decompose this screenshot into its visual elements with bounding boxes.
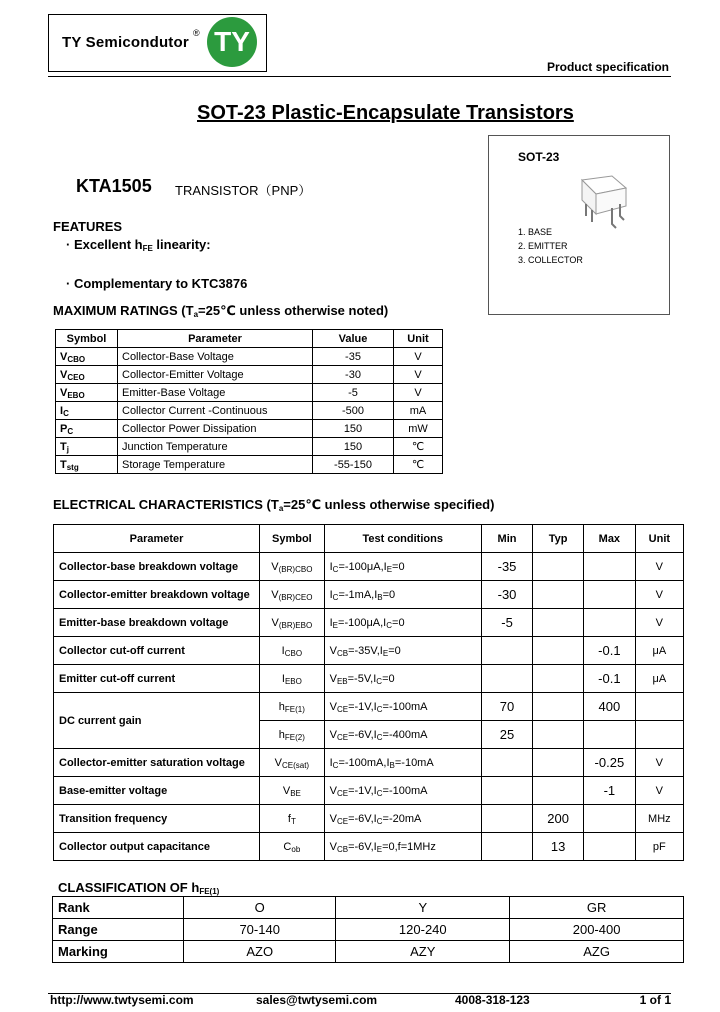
typ-cell — [533, 721, 584, 749]
table-row — [53, 919, 684, 941]
company-name: TY Semicondutor — [62, 34, 189, 51]
symbol-cell: $V_{(BR)CBO}$ — [260, 553, 325, 581]
row-label: Marking — [53, 941, 184, 963]
footer-page-number: 1 of 1 — [639, 993, 671, 1007]
classification-cell: 70-140 — [184, 919, 336, 941]
value-cell: -30 — [313, 366, 394, 384]
part-description: TRANSISTOR（PNP） — [175, 183, 312, 198]
condition-cell: $V_{EB}=-5V,I_C=0$ — [324, 665, 481, 693]
symbol-cell: $V_{CEO}$ — [56, 366, 118, 384]
typ-cell — [533, 553, 584, 581]
unit-cell: V — [394, 366, 443, 384]
max-cell — [584, 805, 636, 833]
features-heading: FEATURES — [53, 219, 123, 234]
column-header: Unit — [635, 525, 683, 553]
condition-cell: $I_C=-1mA,I_B=0$ — [324, 581, 481, 609]
symbol-cell: $f_T$ — [260, 805, 325, 833]
unit-cell: μA — [635, 665, 683, 693]
parameter-cell: Collector-Base Voltage — [118, 348, 313, 366]
value-cell: 150 — [313, 438, 394, 456]
symbol-cell: $V_{CE(sat)}$ — [260, 749, 325, 777]
condition-cell: $V_{CE}=-6V,I_C=-400mA$ — [324, 721, 481, 749]
max-cell — [584, 609, 636, 637]
value-cell: -55-150 — [313, 456, 394, 474]
unit-cell: V — [635, 777, 683, 805]
parameter-cell: Collector cut-off current — [54, 637, 260, 665]
feature-item: · Excellent $h_{FE}$ linearity: — [66, 237, 211, 253]
symbol-cell: $V_{(BR)EBO}$ — [260, 609, 325, 637]
package-name: SOT-23 — [518, 150, 560, 164]
typ-cell: 200 — [533, 805, 584, 833]
parameter-cell: Collector-emitter saturation voltage — [54, 749, 260, 777]
footer-email[interactable]: sales@twtysemi.com — [256, 993, 378, 1007]
parameter-cell: Junction Temperature — [118, 438, 313, 456]
min-cell: 70 — [481, 693, 532, 721]
typ-cell — [533, 637, 584, 665]
unit-cell: mW — [394, 420, 443, 438]
unit-cell: V — [635, 609, 683, 637]
max-cell — [584, 553, 636, 581]
table-row — [56, 438, 443, 456]
classification-cell: AZG — [510, 941, 684, 963]
part-number: KTA1505 — [76, 176, 152, 196]
condition-cell: $I_C=-100\mu A,I_E=0$ — [324, 553, 481, 581]
column-header: Value — [313, 330, 394, 348]
min-cell — [481, 805, 532, 833]
unit-cell: mA — [394, 402, 443, 420]
min-cell: 25 — [481, 721, 532, 749]
column-header: Symbol — [260, 525, 325, 553]
max-cell: 400 — [584, 693, 636, 721]
unit-cell: V — [635, 749, 683, 777]
classification-cell: 120-240 — [336, 919, 510, 941]
condition-cell: $V_{CE}=-6V,I_C=-20mA$ — [324, 805, 481, 833]
table-row — [53, 941, 684, 963]
parameter-cell: Collector-base breakdown voltage — [54, 553, 260, 581]
symbol-cell: $T_j$ — [56, 438, 118, 456]
table-row — [56, 384, 443, 402]
parameter-cell: Storage Temperature — [118, 456, 313, 474]
condition-cell: $I_E=-100\mu A,I_C=0$ — [324, 609, 481, 637]
typ-cell — [533, 665, 584, 693]
column-header: Max — [584, 525, 636, 553]
classification-cell: AZO — [184, 941, 336, 963]
table-row — [54, 553, 684, 581]
parameter-cell: Base-emitter voltage — [54, 777, 260, 805]
unit-cell: μA — [635, 637, 683, 665]
parameter-cell: Emitter-base breakdown voltage — [54, 609, 260, 637]
max-cell: -0.25 — [584, 749, 636, 777]
min-cell: -30 — [481, 581, 532, 609]
symbol-cell: $C_{ob}$ — [260, 833, 325, 861]
min-cell — [481, 777, 532, 805]
max-cell: -0.1 — [584, 637, 636, 665]
typ-cell — [533, 749, 584, 777]
table-row — [56, 420, 443, 438]
table-row — [56, 402, 443, 420]
footer-phone: 4008-318-123 — [455, 993, 530, 1007]
logo-icon — [207, 17, 257, 67]
min-cell: -35 — [481, 553, 532, 581]
electrical-heading: ELECTRICAL CHARACTERISTICS ($T_a=25℃$ unless otherwise specified) — [53, 497, 495, 513]
table-row — [54, 777, 684, 805]
symbol-cell: $h_{FE(2)}$ — [260, 721, 325, 749]
feature-item: · Complementary to KTC3876 — [66, 276, 248, 291]
classification-cell: Y — [336, 897, 510, 919]
min-cell — [481, 833, 532, 861]
unit-cell — [635, 693, 683, 721]
unit-cell: V — [394, 384, 443, 402]
parameter-cell: DC current gain — [54, 693, 260, 749]
value-cell: -5 — [313, 384, 394, 402]
table-header-row — [54, 525, 684, 553]
symbol-cell: $I_{EBO}$ — [260, 665, 325, 693]
parameter-cell: Emitter cut-off current — [54, 665, 260, 693]
parameter-cell: Transition frequency — [54, 805, 260, 833]
max-ratings-heading: MAXIMUM RATINGS ($T_a=25℃$ unless otherwise noted) — [53, 303, 389, 319]
value-cell: 150 — [313, 420, 394, 438]
table-row — [56, 456, 443, 474]
symbol-cell: $V_{CBO}$ — [56, 348, 118, 366]
classification-cell: O — [184, 897, 336, 919]
table-row — [53, 897, 684, 919]
row-label: Rank — [53, 897, 184, 919]
classification-heading: CLASSIFICATION OF $h_{FE(1)}$ — [58, 880, 220, 896]
max-cell — [584, 833, 636, 861]
min-cell — [481, 749, 532, 777]
column-header: Test conditions — [324, 525, 481, 553]
product-spec-label: Product specification — [546, 60, 669, 74]
max-cell: -1 — [584, 777, 636, 805]
table-row — [54, 581, 684, 609]
symbol-cell: $T_{stg}$ — [56, 456, 118, 474]
condition-cell: $V_{CB}=-6V,I_E=0,f=1MHz$ — [324, 833, 481, 861]
condition-cell: $V_{CE}=-1V,I_C=-100mA$ — [324, 777, 481, 805]
condition-cell: $V_{CE}=-1V,I_C=-100mA$ — [324, 693, 481, 721]
package-pin-list — [518, 225, 583, 267]
column-header: Min — [481, 525, 532, 553]
unit-cell: V — [635, 553, 683, 581]
classification-table — [52, 896, 684, 963]
max-cell — [584, 721, 636, 749]
typ-cell — [533, 609, 584, 637]
page-title: SOT-23 Plastic-Encapsulate Transistors — [197, 102, 574, 124]
electrical-characteristics-table — [53, 524, 684, 861]
symbol-cell: $h_{FE(1)}$ — [260, 693, 325, 721]
typ-cell: 13 — [533, 833, 584, 861]
column-header: Symbol — [56, 330, 118, 348]
symbol-cell: $I_{CBO}$ — [260, 637, 325, 665]
top-divider — [48, 76, 671, 77]
min-cell — [481, 637, 532, 665]
table-row — [56, 366, 443, 384]
pin-3: 3. COLLECTOR — [518, 255, 583, 265]
table-row — [54, 805, 684, 833]
table-row — [54, 665, 684, 693]
symbol-cell: $V_{BE}$ — [260, 777, 325, 805]
table-row — [54, 609, 684, 637]
classification-cell: 200-400 — [510, 919, 684, 941]
condition-cell: $V_{CB}=-35V,I_E=0$ — [324, 637, 481, 665]
unit-cell — [635, 721, 683, 749]
parameter-cell: Collector Power Dissipation — [118, 420, 313, 438]
parameter-cell: Collector-Emitter Voltage — [118, 366, 313, 384]
condition-cell: $I_C=-100mA,I_B=-10mA$ — [324, 749, 481, 777]
parameter-cell: Emitter-Base Voltage — [118, 384, 313, 402]
value-cell: -500 — [313, 402, 394, 420]
unit-cell: ℃ — [394, 456, 443, 474]
registered-mark: ® — [193, 28, 200, 38]
unit-cell: MHz — [635, 805, 683, 833]
min-cell — [481, 665, 532, 693]
row-label: Range — [53, 919, 184, 941]
unit-cell: V — [635, 581, 683, 609]
footer-url[interactable]: http://www.twtysemi.com — [50, 993, 194, 1007]
table-header-row — [56, 330, 443, 348]
max-cell: -0.1 — [584, 665, 636, 693]
value-cell: -35 — [313, 348, 394, 366]
parameter-cell: Collector Current -Continuous — [118, 402, 313, 420]
symbol-cell: $V_{(BR)CEO}$ — [260, 581, 325, 609]
classification-cell: AZY — [336, 941, 510, 963]
min-cell: -5 — [481, 609, 532, 637]
unit-cell: ℃ — [394, 438, 443, 456]
classification-cell: GR — [510, 897, 684, 919]
symbol-cell: $P_C$ — [56, 420, 118, 438]
pin-1: 1. BASE — [518, 227, 553, 237]
symbol-cell: $V_{EBO}$ — [56, 384, 118, 402]
max-ratings-table — [55, 329, 443, 474]
table-row — [54, 693, 684, 721]
max-cell — [584, 581, 636, 609]
parameter-cell: Collector-emitter breakdown voltage — [54, 581, 260, 609]
typ-cell — [533, 693, 584, 721]
pin-2: 2. EMITTER — [518, 241, 568, 251]
unit-cell: pF — [635, 833, 683, 861]
table-row — [54, 833, 684, 861]
typ-cell — [533, 581, 584, 609]
symbol-cell: $I_C$ — [56, 402, 118, 420]
column-header: Typ — [533, 525, 584, 553]
table-row — [56, 348, 443, 366]
typ-cell — [533, 777, 584, 805]
column-header: Parameter — [118, 330, 313, 348]
table-row — [54, 637, 684, 665]
logo-letters: TY — [214, 26, 250, 57]
column-header: Unit — [394, 330, 443, 348]
table-row — [54, 749, 684, 777]
column-header: Parameter — [54, 525, 260, 553]
unit-cell: V — [394, 348, 443, 366]
parameter-cell: Collector output capacitance — [54, 833, 260, 861]
